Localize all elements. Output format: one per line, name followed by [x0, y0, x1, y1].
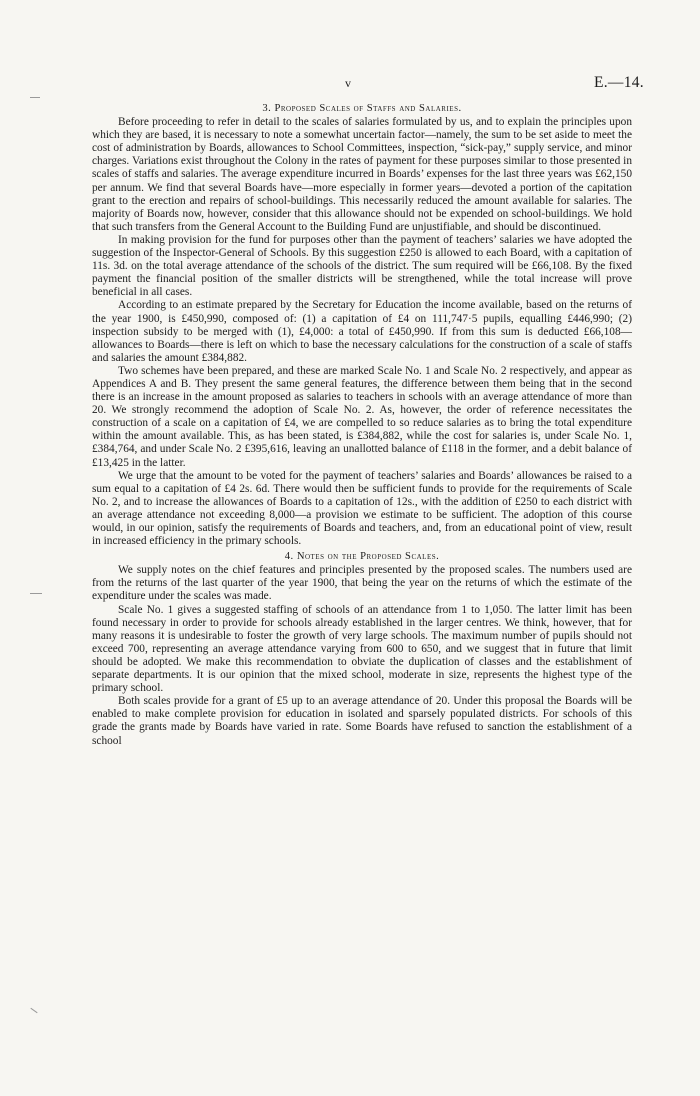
- margin-mark: [30, 1008, 37, 1013]
- document-reference: E.—14.: [593, 74, 644, 91]
- margin-mark: [30, 97, 40, 98]
- paragraph: Both scales provide for a grant of £5 up to an average attendance of 20. Under this proposal the Boards will be enabled to make complete provision for education in isolated and sparsely populated districts. For schools of this grade the grants made by Boards have varied in rate. Some Boards have refused to sanction the establishment of a school: [92, 695, 632, 747]
- paragraph: Scale No. 1 gives a suggested staffing of schools of an attendance from 1 to 1,050. The latter limit has been found necessary in order to provide for schools already established in the larger centres. We think, however, that for many reasons it is undesirable to foster the growth of very large schools. The maximum number of pupils should not exceed 700, representing an average attendance varying from 600 to 650, and we suggest that in future that limit should be adopted. We make this recommendation to obviate the duplication of classes and the establishment of separate departments. It is our opinion that the mixed school, moderate in size, represents the highest type of the primary school.: [92, 603, 632, 695]
- section-heading-3: 3. Proposed Scales of Staffs and Salaries.: [262, 103, 462, 114]
- body-text: [92, 100, 632, 748]
- paragraph: We supply notes on the chief features and principles presented by the proposed scales. The numbers used are from the returns of the last quarter of the year 1900, that being the year on the returns of which the estimate of the expenditure under the scales was made.: [92, 564, 632, 603]
- paragraph: We urge that the amount to be voted for the payment of teachers’ salaries and Boards’ allowances be raised to a sum equal to a capitation of £4 2s. 6d. There would then be sufficient funds to provide for the requirements of Scale No. 2, and to increase the allowances of Boards to a capitation of 12s., with the addition of £250 to each district with an average attendance not exceeding 8,000—a provision we estimate to be sufficient. The adoption of this course would, in our opinion, satisfy the requirements of Boards and teachers, and, from an educational point of view, result in increased efficiency in the primary schools.: [92, 469, 632, 548]
- page-number: v: [345, 76, 351, 90]
- paragraph: In making provision for the fund for purposes other than the payment of teachers’ salaries we have adopted the suggestion of the Inspector-General of Schools. By this suggestion £250 is allowed to each Board, with a capitation of 11s. 3d. on the total average attendance of the schools of the district. The sum required will be £66,108. By the fixed payment the financial position of the smaller districts will be strengthened, while the total increase will prove beneficial in all cases.: [92, 233, 632, 299]
- margin-mark: [30, 593, 42, 594]
- page-header: [0, 76, 700, 96]
- paragraph: Two schemes have been prepared, and these are marked Scale No. 1 and Scale No. 2 respectively, and appear as Appendices A and B. They present the same general features, the difference between them being that in the second there is an increase in the amount proposed as salaries to teachers in schools with an average attendance of more than 20. We strongly recommend the adoption of Scale No. 2. As, however, the order of reference necessitates the construction of a scale on a capitation of £4, we are compelled to so reduce salaries as to bring the total expenditure within the amount available. This, as has been stated, is £384,882, while the cost for salaries is, under Scale No. 1, £384,764, and under Scale No. 2 £395,616, leaving an unallotted balance of £118 in the former, and a debit balance of £13,425 in the latter.: [92, 364, 632, 469]
- paragraph: According to an estimate prepared by the Secretary for Education the income available, based on the returns of the year 1900, is £450,990, composed of: (1) a capitation of £4 on 111,747·5 pupils, equalling £446,990; (2) inspection subsidy to be merged with (1), £4,000: a total of £450,990. If from this sum is deducted £66,108—allowances to Boards—there is left on which to base the necessary calculations for the construction of a scale of staffs and salaries the amount £384,882.: [92, 299, 632, 364]
- section-heading-4: 4. Notes on the Proposed Scales.: [284, 551, 440, 563]
- paragraph: Before proceeding to refer in detail to the scales of salaries formulated by us, and to explain the principles upon which they are based, it is necessary to note a somewhat uncertain factor—namely, the sum to be set aside to meet the cost of administration by Boards, allowances to School Committees, inspection, “sick-pay,” supply service, and minor charges. Variations exist throughout the Colony in the rates of payment for these purposes similar to those presented in scales of staffs and salaries. The average expenditure incurred in Boards’ expenses for the last three years was £62,150 per annum. We find that several Boards have—more especially in former years—devoted a portion of the capitation grant to the erection and repairs of school-buildings. This necessarily reduced the amount available for salaries. The majority of Boards now, however, consider that this allowance should not be expended on school-buildings. We hold that such transfers from the General Account to the Building Fund are unjustifiable, and should be discontinued.: [92, 116, 632, 233]
